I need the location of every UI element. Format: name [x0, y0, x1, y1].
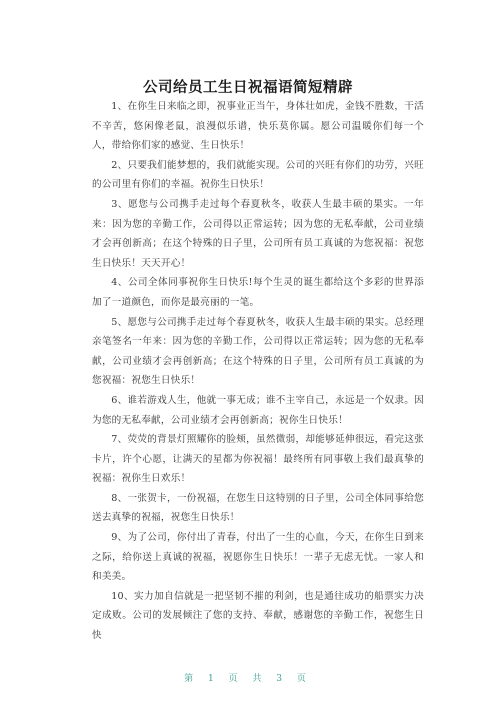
paragraph: 8、一张贺卡，一份祝福，在您生日这特别的日子里，公司全体同事给您送去真挚的祝福，祝您生日快乐！	[92, 492, 424, 524]
paragraph: 2、只要我们能梦想的，我们就能实现。公司的兴旺有你们的功劳，兴旺的公司里有你们的幸福。祝你生日快乐！	[92, 159, 424, 191]
page-number-label: 第 1 页 共 3 页	[184, 674, 312, 684]
paragraph: 4、公司全体同事祝你生日快乐!每个生灵的诞生都给这个多彩的世界添加了一道颜色，而你是最亮丽的一笔。	[92, 277, 424, 308]
paragraph: 3、愿您与公司携手走过每个春夏秋冬，收获人生最丰硕的果实。一年来：因为您的辛勤工作，公司得以正常运转；因为您的无私奉献，公司业绩才会再创新高；在这个特殊的日子里，公司所有员工真诚的为您祝福：祝您生日快乐！天天开心！	[92, 198, 424, 269]
paragraph: 7、荧荧的背景灯照耀你的脸颊，虽然微弱，却能够延伸很远，看完这张卡片，许个心愿，让满天的星都为你祝福！最终所有同事敬上我们最真挚的祝福：祝你生日欢乐！	[92, 434, 424, 485]
page-number-footer	[0, 671, 496, 684]
paragraph: 10、实力加自信就是一把坚韧不摧的利剑，也是通往成功的船票实力决定成败。公司的发展倾注了您的支持、奉献，感谢您的辛勤工作，祝您生日快	[92, 590, 424, 642]
paragraph: 1、在你生日来临之即，祝事业正当午，身体壮如虎，金钱不胜数，干活不辛苦，悠闲像老鼠，浪漫似乐谱，快乐莫你属。愿公司温暖你们每一个人，带给你们家的感觉、生日快乐！	[92, 101, 424, 152]
document-title: 公司给员工生日祝福语简短精辟	[143, 80, 353, 96]
paragraph: 6、谁若游戏人生，他就一事无成；谁不主宰自己，永远是一个奴隶。因为您的无私奉献，公司业绩才会再创新高；祝你生日快乐！	[92, 394, 424, 426]
paragraph: 9、为了公司，你付出了青春，付出了一生的心血，今天，在你生日到来之际，给你送上真诚的祝福，祝愿你生日快乐！一辈子无虑无忧。一家人和和美美。	[92, 532, 424, 583]
paragraph: 5、愿您与公司携手走过每个春夏秋冬，收获人生最丰硕的果实。总经理亲笔签名一年来：因为您的辛勤工作，公司得以正常运转；因为您的无私奉献，公司业绩才会再创新高；在这个特殊的日子里，公司所有员工真诚的为您祝福：祝您生日快乐！	[92, 316, 424, 387]
document-body	[92, 97, 424, 646]
